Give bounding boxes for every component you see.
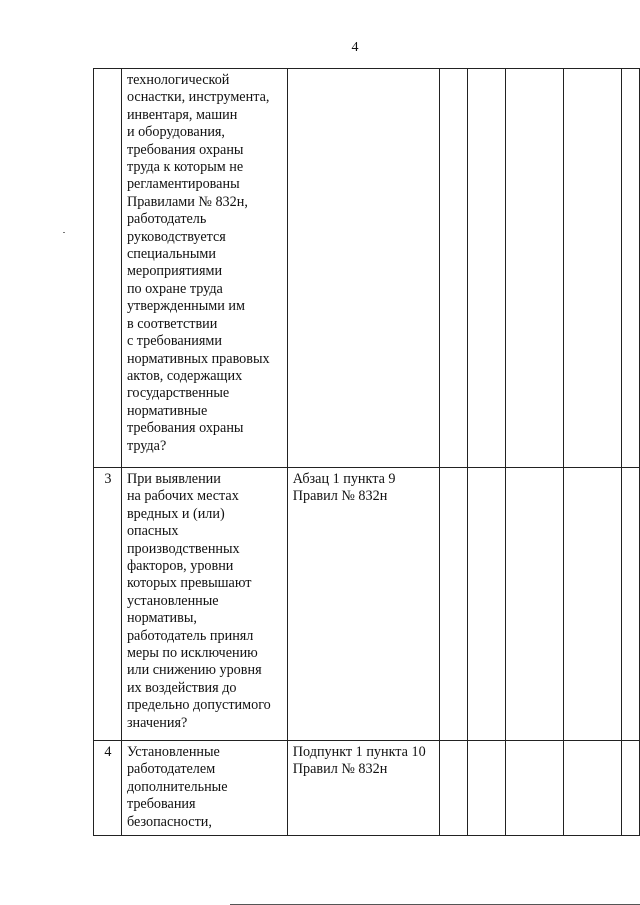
reference-cell: Подпункт 1 пункта 10 Правил № 832н	[287, 741, 439, 836]
answer-no-cell	[468, 69, 506, 468]
table-row	[94, 69, 640, 468]
not-applicable-cell	[506, 468, 564, 741]
question-cell: Установленные работодателем дополнительные требования безопасности,	[121, 741, 287, 836]
extra-cell	[621, 468, 639, 741]
extra-cell	[621, 69, 639, 468]
row-number-cell: 4	[94, 741, 122, 836]
answer-yes-cell	[439, 468, 468, 741]
reference-cell	[287, 69, 439, 468]
answer-yes-cell	[439, 69, 468, 468]
row-number-cell	[94, 69, 122, 468]
not-applicable-cell	[506, 741, 564, 836]
answer-yes-cell	[439, 741, 468, 836]
notes-cell	[564, 468, 622, 741]
table-row	[94, 468, 640, 741]
question-cell: технологической оснастки, инструмента, инвентаря, машин и оборудования, требования охраны труда к которым не регламентированы Правилами № 832н, работодатель руководствуется специальными мероприятиями по охране труда утвержденными им в соответствии с требованиями нормативных правовых актов, содержащих государственные нормативные требования охраны труда?	[121, 69, 287, 468]
extra-cell	[621, 741, 639, 836]
not-applicable-cell	[506, 69, 564, 468]
answer-no-cell	[468, 741, 506, 836]
notes-cell	[564, 69, 622, 468]
reference-cell: Абзац 1 пункта 9 Правил № 832н	[287, 468, 439, 741]
table-row	[94, 741, 640, 836]
page-number: 4	[351, 40, 359, 55]
answer-no-cell	[468, 468, 506, 741]
row-number-cell: 3	[94, 468, 122, 741]
notes-cell	[564, 741, 622, 836]
question-cell: При выявлении на рабочих местах вредных и (или) опасных производственных факторов, уровни которых превышают установленные нормативы, работодатель принял меры по исключению или снижению уровня их воздействия до предельно допустимого значения?	[121, 468, 287, 741]
checklist-table	[93, 68, 640, 836]
scan-artifact	[63, 232, 65, 233]
